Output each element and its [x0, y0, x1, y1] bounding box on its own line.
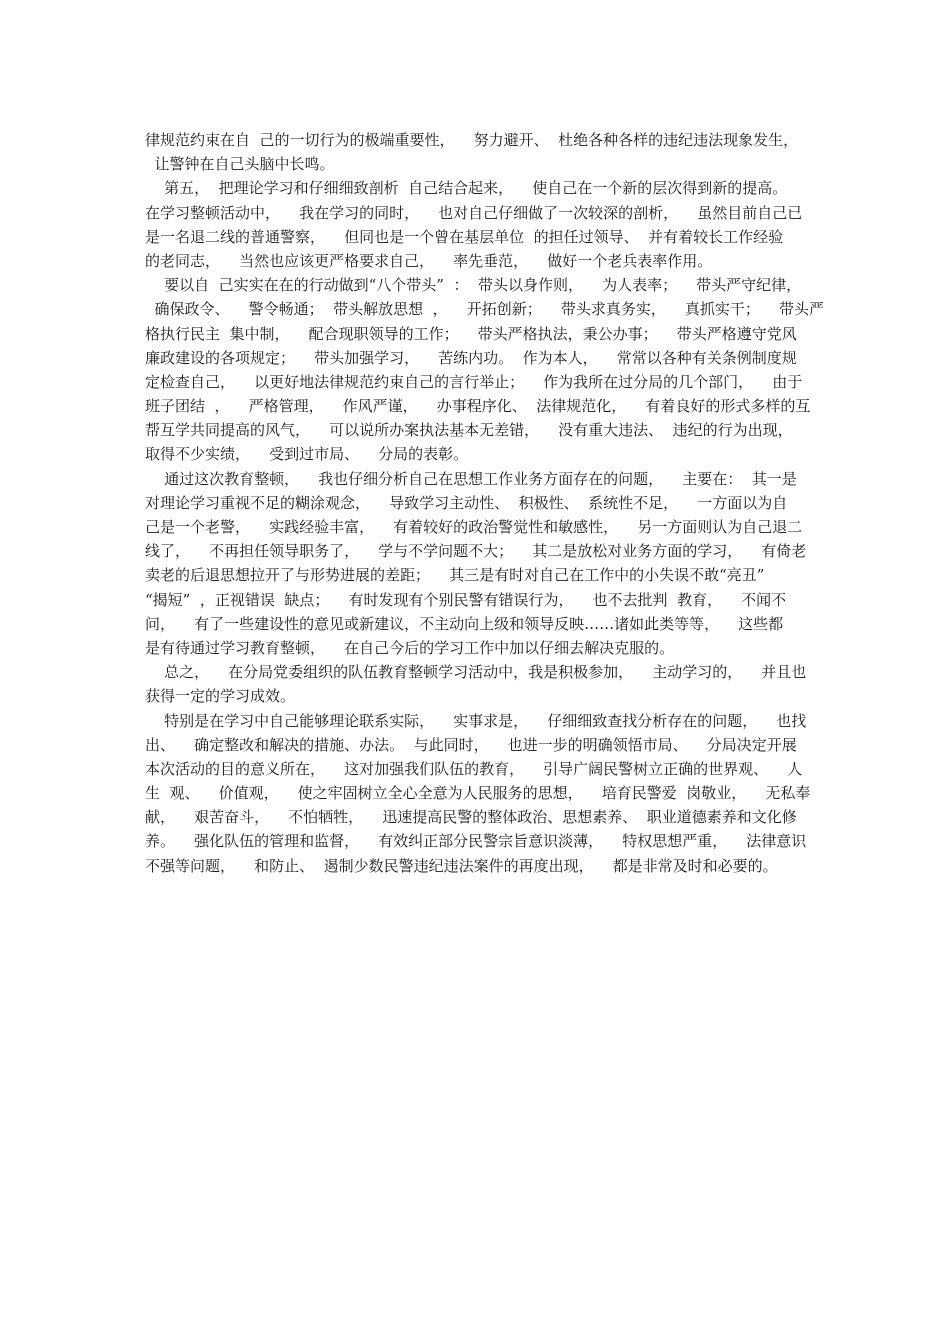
text-line: 问， 有了一些建设性的意见或新建议，不主动向上级和领导反映……诸如此类等等， 这些都 [145, 614, 784, 633]
text-line: 的老同志， 当然也应该更严格要求自己， 率先垂范， 做好一个老兵表率作用。 [145, 251, 713, 270]
text-line: 不强等问题， 和防止、 遏制少数民警违纪违法案件的再度出现， 都是非常及时和必要的。 [145, 856, 778, 875]
document-body [145, 128, 824, 878]
text-line: 获得一定的学习成效。 [145, 687, 296, 706]
text-line: 养。 强化队伍的管理和监督， 有效纠正部分民警宗旨意识淡薄， 特权思想严重， 法律意识 [145, 832, 807, 851]
text-line: 帮互学共同提高的风气， 可以说所办案执法基本无差错， 没有重大违法、 违纪的行为出现， [145, 421, 793, 440]
text-line: 生 观、 价值观， 使之牢固树立全心全意为人民服务的思想， 培育民警爱 岗敬业， 无私奉 [145, 784, 811, 803]
text-line: 第五， 把理论学习和仔细细致剖析 自己结合起来， 使自己在一个新的层次得到新的提高。 [145, 179, 788, 198]
text-line: 特别是在学习中自己能够理论联系实际， 实事求是， 仔细细致查找分析存在的问题， 也找 [145, 711, 807, 730]
text-line: 是一名退二线的普通警察， 但同也是一个曾在基层单位 的担任过领导、 并有着较长工作经验 [145, 227, 784, 246]
text-line: 班子团结 ， 严格管理， 作风严谨， 办事程序化、 法律规范化， 有着良好的形式多样的互 [145, 397, 811, 416]
text-line: 献， 艰苦奋斗， 不怕牺牲， 迅速提高民警的整体政治、思想素养、 职业道德素养和文化修 [145, 808, 797, 827]
text-line: 在学习整顿活动中， 我在学习的同时， 也对自己仔细做了一次较深的剖析， 虽然目前自己已 [145, 203, 803, 222]
text-line: 本次活动的目的意义所在， 这对加强我们队伍的教育， 引导广阔民警树立正确的世界观、 人 [145, 759, 803, 778]
text-line: 格执行民主 集中制， 配合现职领导的工作； 带头严格执法，秉公办事； 带头严格遵守党风 [145, 324, 797, 343]
text-line: 线了， 不再担任领导职务了， 学与不学问题不大； 其二是放松对业务方面的学习， 有倚老 [145, 542, 807, 561]
text-line: 通过这次教育整顿， 我也仔细分析自己在思想工作业务方面存在的问题， 主要在： 其一是 [145, 469, 797, 488]
text-line: 要以自 己实实在在的行动做到“八个带头” ： 带头以身作则， 为人表率； 带头严守纪律， [145, 276, 802, 295]
text-line: 出、 确定整改和解决的措施、办法。 与此同时， 也进一步的明确领悟市局、 分局决定开展 [145, 735, 797, 754]
text-line: 是有待通过学习教育整顿， 在自己今后的学习工作中加以仔细去解决克服的。 [145, 638, 675, 657]
text-line: “揭短” ，正视错误 缺点； 有时发现有个别民警有错误行为， 也不去批判 教育， 不闻不 [145, 590, 787, 609]
text-line: 己是一个老警， 实践经验丰富， 有着较好的政治警觉性和敏感性， 另一方面则认为自己退二 [145, 518, 803, 536]
text-line: 让警钟在自己头脑中长鸣。 [145, 155, 335, 174]
text-line: 定检查自己， 以更好地法律规范约束自己的言行举止； 作为我所在过分局的几个部门， 由于 [145, 372, 803, 391]
text-line: 总之， 在分局党委组织的队伍教育整顿学习活动中，我是积极参加， 主动学习的， 并且也 [145, 663, 807, 682]
text-line: 卖老的后退思想拉开了与形势进展的差距； 其三是有时对自己在工作中的小失误不敢“亮丑” [145, 566, 765, 585]
text-line: 廉政建设的各项规定； 带头加强学习， 苦练内功。 作为本人， 常常以各种有关条例制度规 [145, 348, 797, 367]
text-line: 律规范约束在自 己的一切行为的极端重要性， 努力避开、 杜绝各种各样的违纪违法现象发生， [145, 131, 799, 149]
text-line: 取得不少实绩， 受到过市局、 分局的表彰。 [145, 445, 469, 464]
text-line: 对理论学习重视不足的糊涂观念， 导致学习主动性、 积极性、 系统性不足， 一方面以为自 [145, 493, 788, 512]
text-line: 确保政令、 警令畅通； 带头解放思想 ， 开拓创新； 带头求真务实， 真抓实干； 带头严 [145, 300, 824, 319]
